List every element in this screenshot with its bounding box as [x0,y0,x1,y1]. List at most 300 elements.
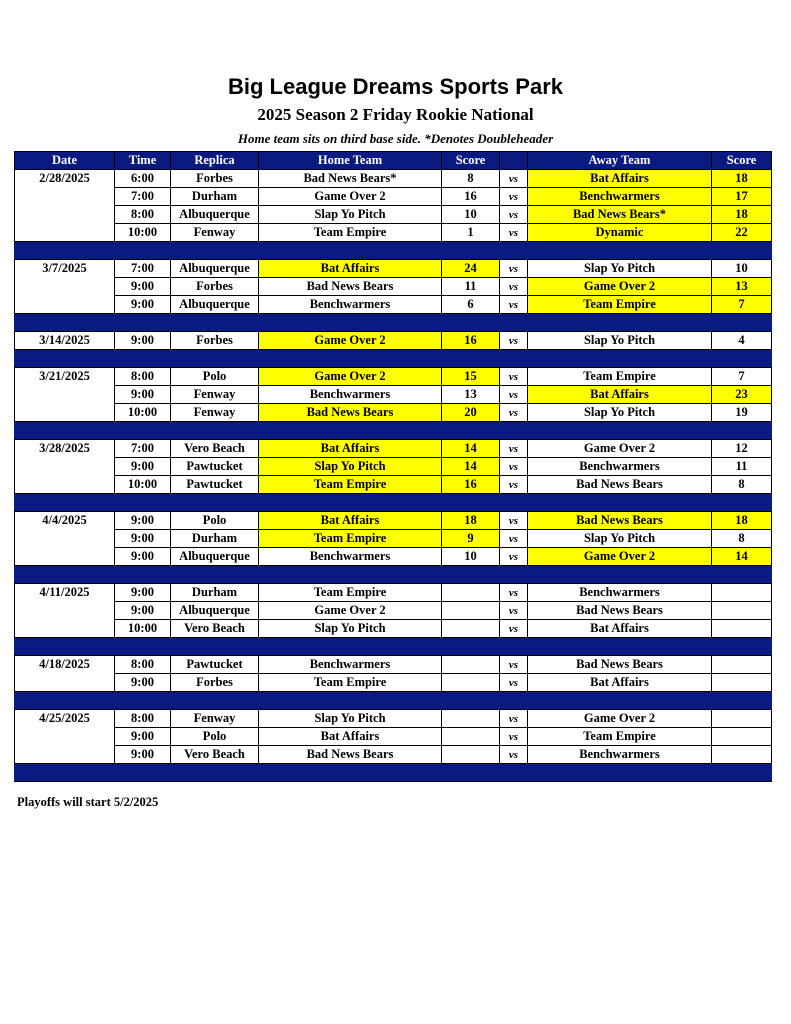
game-row [15,170,772,188]
separator-cell [259,314,442,332]
separator-cell [15,566,115,584]
game-field: Vero Beach [171,440,259,458]
home-score: 15 [442,368,500,386]
home-team: Slap Yo Pitch [259,206,442,224]
game-time: 8:00 [115,368,171,386]
away-team: Bad News Bears [528,602,712,620]
separator-cell [500,314,528,332]
week-separator [15,764,772,782]
vs-label: vs [500,746,528,764]
separator-cell [171,638,259,656]
away-team: Benchwarmers [528,458,712,476]
away-team: Slap Yo Pitch [528,530,712,548]
week-separator [15,566,772,584]
game-date: 3/7/2025 [15,260,115,278]
home-score [442,746,500,764]
separator-cell [712,422,772,440]
vs-label: vs [500,512,528,530]
game-date [15,476,115,494]
game-date [15,530,115,548]
game-date [15,296,115,314]
header-row [15,152,772,170]
away-score: 7 [712,368,772,386]
home-team: Benchwarmers [259,656,442,674]
home-team: Bad News Bears [259,746,442,764]
separator-cell [171,566,259,584]
home-score [442,620,500,638]
col-header-replica: Replica [171,152,259,170]
game-field: Albuquerque [171,260,259,278]
away-team: Benchwarmers [528,746,712,764]
separator-cell [442,350,500,368]
home-score [442,728,500,746]
home-team: Bad News Bears [259,404,442,422]
away-score [712,584,772,602]
away-score: 19 [712,404,772,422]
away-score: 14 [712,548,772,566]
separator-cell [712,566,772,584]
home-team: Game Over 2 [259,368,442,386]
separator-cell [528,566,712,584]
vs-label: vs [500,476,528,494]
separator-cell [15,764,115,782]
home-score: 14 [442,440,500,458]
game-time: 10:00 [115,476,171,494]
week-separator [15,350,772,368]
game-row [15,584,772,602]
game-date [15,620,115,638]
game-date [15,278,115,296]
vs-label: vs [500,332,528,350]
col-header-date: Date [15,152,115,170]
game-field: Albuquerque [171,548,259,566]
home-team: Team Empire [259,476,442,494]
vs-label: vs [500,620,528,638]
separator-cell [500,566,528,584]
separator-cell [712,314,772,332]
separator-cell [115,242,171,260]
away-team: Team Empire [528,368,712,386]
home-team: Team Empire [259,530,442,548]
away-team: Slap Yo Pitch [528,332,712,350]
away-team: Team Empire [528,728,712,746]
game-row [15,674,772,692]
game-field: Polo [171,728,259,746]
vs-label: vs [500,458,528,476]
away-score: 7 [712,296,772,314]
game-time: 9:00 [115,458,171,476]
game-date: 4/11/2025 [15,584,115,602]
home-team: Bat Affairs [259,440,442,458]
separator-cell [528,764,712,782]
home-team: Benchwarmers [259,548,442,566]
vs-label: vs [500,728,528,746]
separator-cell [442,314,500,332]
away-team: Slap Yo Pitch [528,260,712,278]
away-team: Slap Yo Pitch [528,404,712,422]
game-time: 9:00 [115,332,171,350]
home-score: 24 [442,260,500,278]
home-score: 20 [442,404,500,422]
game-row [15,548,772,566]
home-score: 6 [442,296,500,314]
week-separator [15,494,772,512]
week-separator [15,638,772,656]
separator-cell [15,494,115,512]
game-time: 9:00 [115,296,171,314]
away-team: Bad News Bears [528,512,712,530]
home-team: Slap Yo Pitch [259,620,442,638]
game-row [15,530,772,548]
separator-cell [442,242,500,260]
separator-cell [171,350,259,368]
home-score: 16 [442,332,500,350]
away-score [712,728,772,746]
game-row [15,188,772,206]
game-date [15,188,115,206]
separator-cell [259,350,442,368]
separator-cell [171,314,259,332]
vs-label: vs [500,206,528,224]
separator-cell [115,314,171,332]
vs-label: vs [500,440,528,458]
game-field: Albuquerque [171,296,259,314]
game-time: 9:00 [115,512,171,530]
week-separator [15,692,772,710]
away-team: Bat Affairs [528,674,712,692]
game-row [15,458,772,476]
separator-cell [171,764,259,782]
vs-label: vs [500,584,528,602]
separator-cell [500,692,528,710]
away-score: 17 [712,188,772,206]
game-time: 6:00 [115,170,171,188]
game-time: 9:00 [115,674,171,692]
game-row [15,728,772,746]
game-row [15,710,772,728]
game-date [15,674,115,692]
game-field: Forbes [171,278,259,296]
home-team: Slap Yo Pitch [259,710,442,728]
home-score: 8 [442,170,500,188]
game-time: 10:00 [115,404,171,422]
home-team: Game Over 2 [259,602,442,620]
home-team: Benchwarmers [259,386,442,404]
game-field: Durham [171,530,259,548]
game-row [15,620,772,638]
game-date [15,404,115,422]
game-field: Forbes [171,170,259,188]
away-score [712,602,772,620]
away-team: Bad News Bears* [528,206,712,224]
col-header-home-score: Score [442,152,500,170]
separator-cell [712,692,772,710]
home-score [442,602,500,620]
separator-cell [171,242,259,260]
separator-cell [528,350,712,368]
home-score: 11 [442,278,500,296]
game-field: Vero Beach [171,620,259,638]
separator-cell [259,494,442,512]
col-header-away-team: Away Team [528,152,712,170]
vs-label: vs [500,224,528,242]
separator-cell [15,692,115,710]
game-time: 9:00 [115,728,171,746]
separator-cell [712,350,772,368]
separator-cell [15,422,115,440]
vs-label: vs [500,602,528,620]
game-date [15,206,115,224]
game-field: Pawtucket [171,476,259,494]
home-team: Benchwarmers [259,296,442,314]
vs-label: vs [500,548,528,566]
game-row [15,278,772,296]
game-row [15,404,772,422]
away-score: 13 [712,278,772,296]
home-team: Bat Affairs [259,512,442,530]
home-score: 10 [442,206,500,224]
game-time: 9:00 [115,602,171,620]
separator-cell [171,422,259,440]
game-date [15,458,115,476]
away-score [712,710,772,728]
away-score: 8 [712,530,772,548]
game-field: Fenway [171,404,259,422]
separator-cell [500,422,528,440]
home-team: Game Over 2 [259,332,442,350]
doubleheader-note: Home team sits on third base side. *Denotes Doubleheader [237,131,554,146]
game-field: Pawtucket [171,458,259,476]
separator-cell [712,494,772,512]
col-header-vs [500,152,528,170]
away-team: Dynamic [528,224,712,242]
separator-cell [15,242,115,260]
game-field: Durham [171,584,259,602]
separator-cell [442,638,500,656]
away-score [712,674,772,692]
separator-cell [442,566,500,584]
home-team: Bat Affairs [259,260,442,278]
away-team: Team Empire [528,296,712,314]
separator-cell [259,566,442,584]
away-team: Bad News Bears [528,656,712,674]
separator-cell [115,638,171,656]
separator-cell [259,638,442,656]
away-team: Game Over 2 [528,548,712,566]
game-row [15,386,772,404]
away-score [712,620,772,638]
game-field: Forbes [171,674,259,692]
playoffs-note: Playoffs will start 5/2/2025 [17,795,159,809]
vs-label: vs [500,188,528,206]
game-time: 9:00 [115,278,171,296]
game-row [15,440,772,458]
home-score: 16 [442,188,500,206]
separator-cell [528,692,712,710]
game-row [15,332,772,350]
home-score: 9 [442,530,500,548]
away-team: Bat Affairs [528,170,712,188]
game-date [15,746,115,764]
col-header-away-score: Score [712,152,772,170]
game-date: 4/18/2025 [15,656,115,674]
game-field: Pawtucket [171,656,259,674]
separator-cell [712,638,772,656]
game-row [15,656,772,674]
separator-cell [500,494,528,512]
separator-cell [528,242,712,260]
game-field: Vero Beach [171,746,259,764]
game-time: 7:00 [115,188,171,206]
game-row [15,602,772,620]
separator-cell [171,494,259,512]
home-team: Bad News Bears* [259,170,442,188]
separator-cell [442,692,500,710]
game-time: 9:00 [115,548,171,566]
week-separator [15,422,772,440]
home-score: 1 [442,224,500,242]
vs-label: vs [500,674,528,692]
game-time: 7:00 [115,260,171,278]
separator-cell [442,494,500,512]
game-date [15,602,115,620]
separator-cell [259,422,442,440]
game-time: 8:00 [115,656,171,674]
game-row [15,296,772,314]
game-date: 3/28/2025 [15,440,115,458]
game-row [15,260,772,278]
game-time: 9:00 [115,386,171,404]
vs-label: vs [500,260,528,278]
game-time: 10:00 [115,620,171,638]
game-date: 4/25/2025 [15,710,115,728]
home-score: 13 [442,386,500,404]
separator-cell [115,692,171,710]
separator-cell [712,764,772,782]
game-field: Forbes [171,332,259,350]
home-score: 10 [442,548,500,566]
home-score: 18 [442,512,500,530]
separator-cell [115,350,171,368]
game-row [15,512,772,530]
home-team: Slap Yo Pitch [259,458,442,476]
home-score: 14 [442,458,500,476]
home-score [442,674,500,692]
away-team: Bat Affairs [528,620,712,638]
vs-label: vs [500,386,528,404]
away-score: 11 [712,458,772,476]
game-field: Polo [171,512,259,530]
week-separator [15,242,772,260]
separator-cell [259,692,442,710]
game-time: 7:00 [115,440,171,458]
game-field: Fenway [171,710,259,728]
vs-label: vs [500,530,528,548]
vs-label: vs [500,368,528,386]
separator-cell [500,764,528,782]
away-team: Game Over 2 [528,440,712,458]
home-score [442,584,500,602]
separator-cell [15,350,115,368]
separator-cell [115,422,171,440]
home-score: 16 [442,476,500,494]
away-score: 12 [712,440,772,458]
away-team: Game Over 2 [528,710,712,728]
game-time: 8:00 [115,206,171,224]
away-team: Benchwarmers [528,584,712,602]
vs-label: vs [500,278,528,296]
game-time: 10:00 [115,224,171,242]
game-date: 4/4/2025 [15,512,115,530]
game-date: 3/21/2025 [15,368,115,386]
home-team: Team Empire [259,224,442,242]
separator-cell [115,764,171,782]
game-date [15,728,115,746]
separator-cell [15,314,115,332]
home-team: Team Empire [259,584,442,602]
separator-cell [528,494,712,512]
game-time: 9:00 [115,530,171,548]
separator-cell [442,764,500,782]
vs-label: vs [500,296,528,314]
separator-cell [500,350,528,368]
separator-cell [15,638,115,656]
separator-cell [442,422,500,440]
away-score: 4 [712,332,772,350]
separator-cell [259,764,442,782]
game-row [15,368,772,386]
page-subtitle: 2025 Season 2 Friday Rookie National [257,105,534,124]
home-team: Game Over 2 [259,188,442,206]
home-team: Bad News Bears [259,278,442,296]
col-header-home-team: Home Team [259,152,442,170]
home-team: Team Empire [259,674,442,692]
away-score: 18 [712,512,772,530]
separator-cell [528,422,712,440]
away-team: Bat Affairs [528,386,712,404]
game-field: Fenway [171,386,259,404]
away-score: 22 [712,224,772,242]
game-row [15,476,772,494]
game-row [15,746,772,764]
separator-cell [259,242,442,260]
game-date [15,224,115,242]
home-score [442,710,500,728]
page-title: Big League Dreams Sports Park [227,74,563,99]
game-field: Albuquerque [171,206,259,224]
game-field: Polo [171,368,259,386]
home-score [442,656,500,674]
col-header-time: Time [115,152,171,170]
separator-cell [115,494,171,512]
game-field: Durham [171,188,259,206]
away-score [712,746,772,764]
vs-label: vs [500,710,528,728]
separator-cell [528,314,712,332]
game-time: 9:00 [115,746,171,764]
separator-cell [528,638,712,656]
schedule-body [15,170,772,782]
away-score: 23 [712,386,772,404]
away-team: Bad News Bears [528,476,712,494]
away-score: 8 [712,476,772,494]
separator-cell [171,692,259,710]
game-date: 3/14/2025 [15,332,115,350]
schedule-table [14,151,772,782]
game-date [15,548,115,566]
game-date [15,386,115,404]
week-separator [15,314,772,332]
